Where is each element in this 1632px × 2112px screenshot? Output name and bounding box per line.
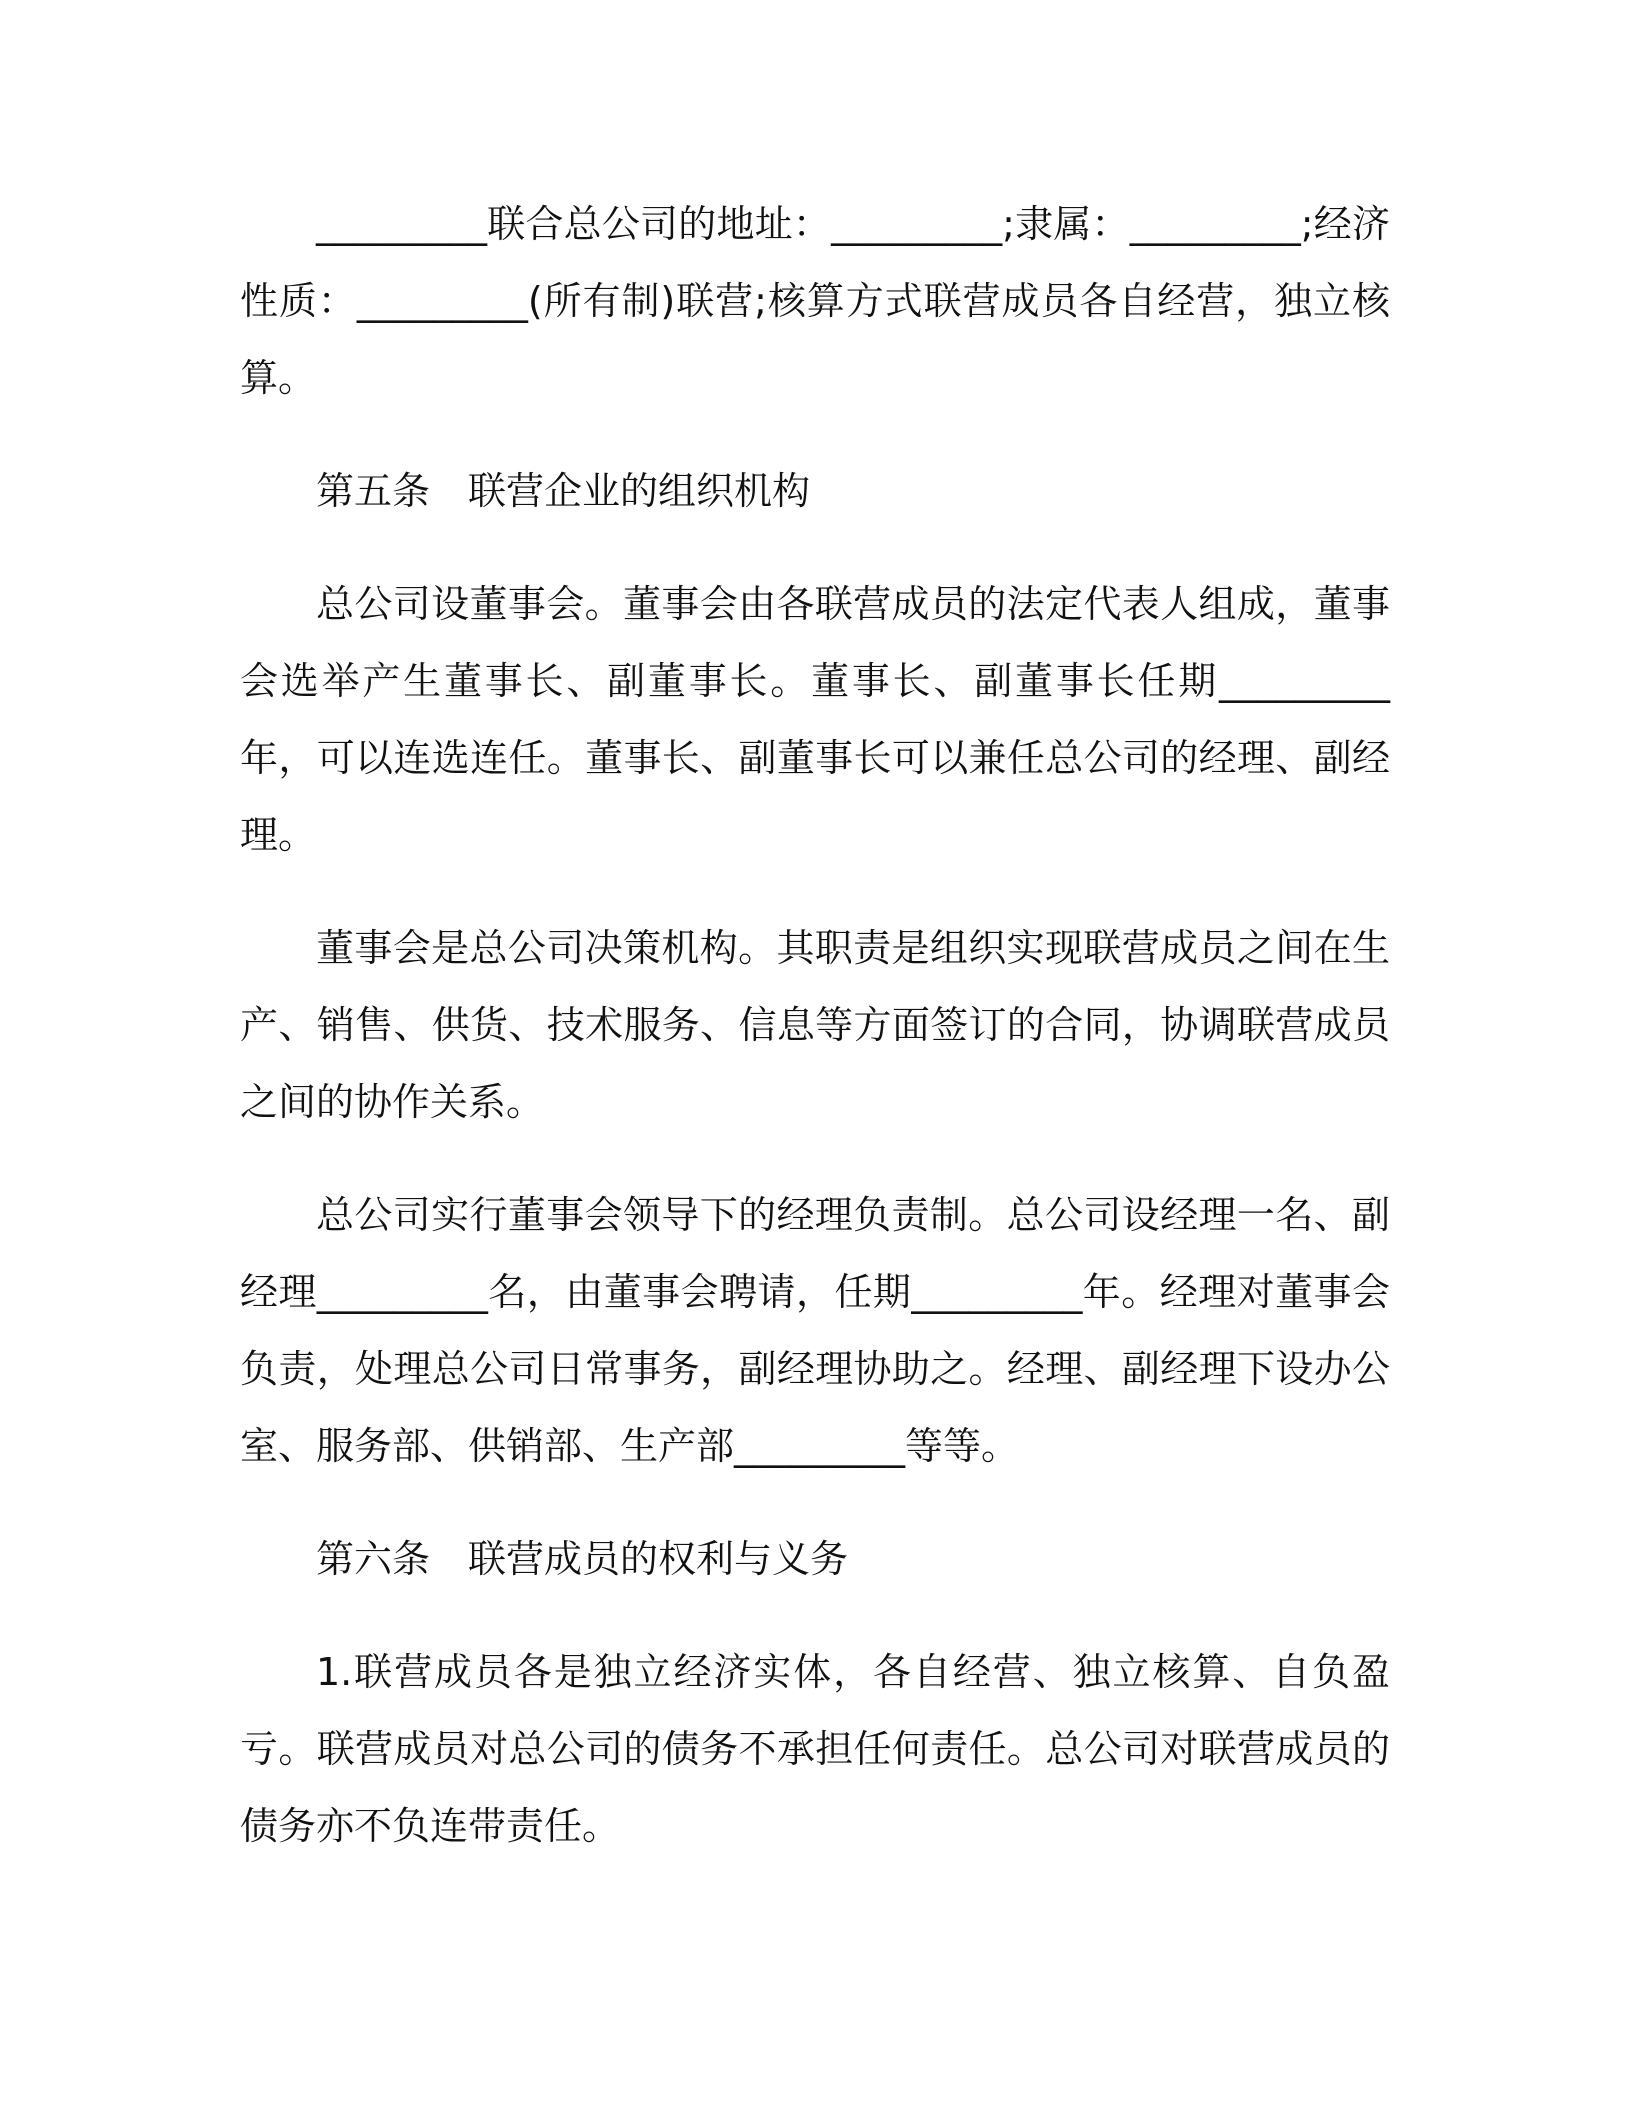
paragraph-board-duties: 董事会是总公司决策机构。其职责是组织实现联营成员之间在生产、销售、供货、技术服务、信息等方面签订的合同，协调联营成员之间的协作关系。 [240, 926, 1390, 1124]
paragraph-manager-responsibility: 总公司实行董事会领导下的经理负责制。总公司设经理一名、副经理_________名，由董事会聘请，任期_________年。经理对董事会负责，处理总公司日常事务，副经理协助之。经理、副经理下设办公室、服务部、供销部、生产部_________等等。 [240, 1193, 1390, 1468]
paragraph-board-composition: 总公司设董事会。董事会由各联营成员的法定代表人组成，董事会选举产生董事长、副董事长。董事长、副董事长任期_________年，可以连选连任。董事长、副董事长可以兼任总公司的经理、副经理。 [240, 582, 1390, 857]
article-six-heading: 第六条 联营成员的权利与义务 [316, 1537, 849, 1581]
paragraph-member-independence: 1.联营成员各是独立经济实体，各自经营、独立核算、自负盈亏。联营成员对总公司的债务不承担任何责任。总公司对联营成员的债务亦不负连带责任。 [240, 1650, 1390, 1848]
document-body [240, 186, 1390, 1901]
paragraph-address-economic-nature: _________联合总公司的地址：_________;隶属：_________;经济性质：_________(所有制)联营;核算方式联营成员各自经营，独立核算。 [240, 202, 1390, 400]
article-five-heading: 第五条 联营企业的组织机构 [316, 469, 811, 513]
